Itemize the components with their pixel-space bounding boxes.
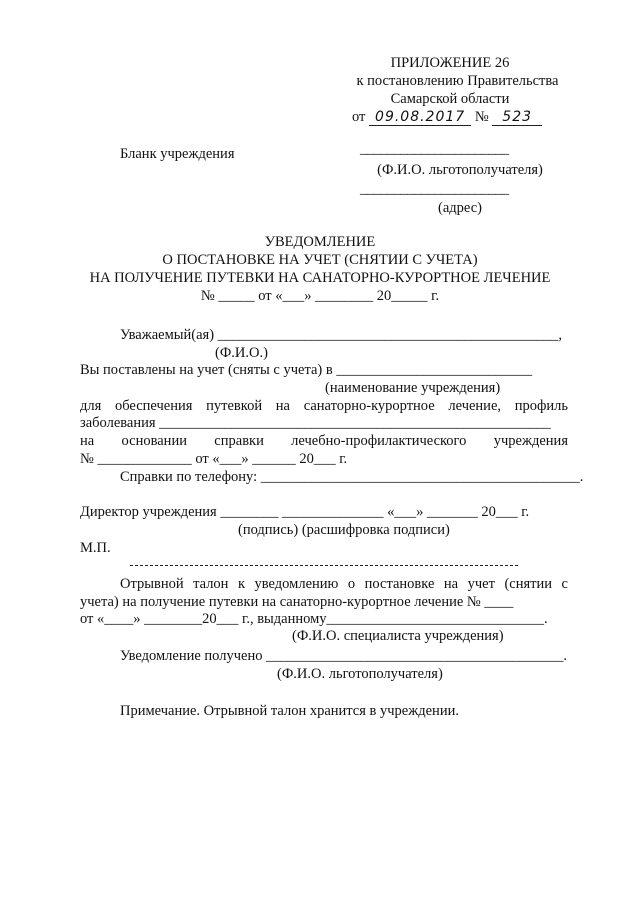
- note-text: Примечание. Отрывной талон хранится в учреждении.: [120, 703, 459, 719]
- appendix-label: ПРИЛОЖЕНИЕ 26: [390, 55, 510, 71]
- number-prefix: №: [474, 109, 489, 125]
- tear-off-divider: [130, 565, 518, 566]
- notice-number-date: № _____ от «___» ________ 20_____ г.: [200, 288, 440, 304]
- purpose-line: для обеспечения путевкой на санаторно-курортное лечение, профиль: [80, 398, 568, 414]
- tear-off-line-1: Отрывной талон к уведомлению о постановке на учет (снятии с: [120, 576, 568, 592]
- tear-off-line-2: учета) на получение путевки на санаторно-курортное лечение № ____: [80, 594, 514, 610]
- institution-caption: (наименование учреждения): [325, 380, 501, 396]
- title-line-3: НА ПОЛУЧЕНИЕ ПУТЕВКИ НА САНАТОРНО-КУРОРТНОЕ ЛЕЧЕНИЕ: [89, 270, 551, 286]
- specialist-caption: (Ф.И.О. специалиста учреждения): [292, 628, 504, 644]
- beneficiary-caption: (Ф.И.О. льготополучателя): [277, 666, 443, 682]
- resolution-date: 09.08.2017: [369, 109, 471, 126]
- institution-blank-label: Бланк учреждения: [120, 146, 235, 162]
- greeting-line: Уважаемый(ая) _______________________________________________,: [120, 327, 563, 343]
- basis-line: на основании справки лечебно-профилактического учреждения: [80, 433, 568, 449]
- stamp-label: М.П.: [80, 540, 111, 556]
- director-signature-line: Директор учреждения ________ ______________ «___» _______ 20___ г.: [80, 504, 530, 520]
- region-label: Самарской области: [390, 91, 510, 107]
- beneficiary-name-line: ______________________: [360, 141, 509, 157]
- document-title: УВЕДОМЛЕНИЕ: [264, 234, 376, 250]
- placed-on-register-line: Вы поставлены на учет (сняты с учета) в ___________________________: [80, 362, 533, 378]
- resolution-label: к постановлению Правительства: [356, 73, 559, 89]
- tear-off-line-3: от «____» ________20___ г., выданному______________________________.: [80, 611, 548, 627]
- notice-received-line: Уведомление получено _________________________________________.: [120, 648, 567, 664]
- date-prefix: от: [352, 109, 366, 125]
- disease-line: заболевания ______________________________________________________: [80, 415, 551, 431]
- title-line-2: О ПОСТАНОВКЕ НА УЧЕТ (СНЯТИИ С УЧЕТА): [162, 252, 478, 268]
- phone-line: Справки по телефону: ____________________________________________.: [120, 469, 584, 485]
- resolution-date-line: [352, 109, 542, 126]
- address-line: ______________________: [360, 181, 509, 197]
- beneficiary-name-caption: (Ф.И.О. льготополучателя): [377, 162, 543, 178]
- address-caption: (адрес): [438, 200, 482, 216]
- signature-caption: (подпись) (расшифровка подписи): [238, 522, 450, 538]
- resolution-number: 523: [492, 109, 542, 126]
- certificate-number-line: № _____________ от «___» ______ 20___ г.: [80, 451, 348, 467]
- fio-caption: (Ф.И.О.): [215, 345, 268, 361]
